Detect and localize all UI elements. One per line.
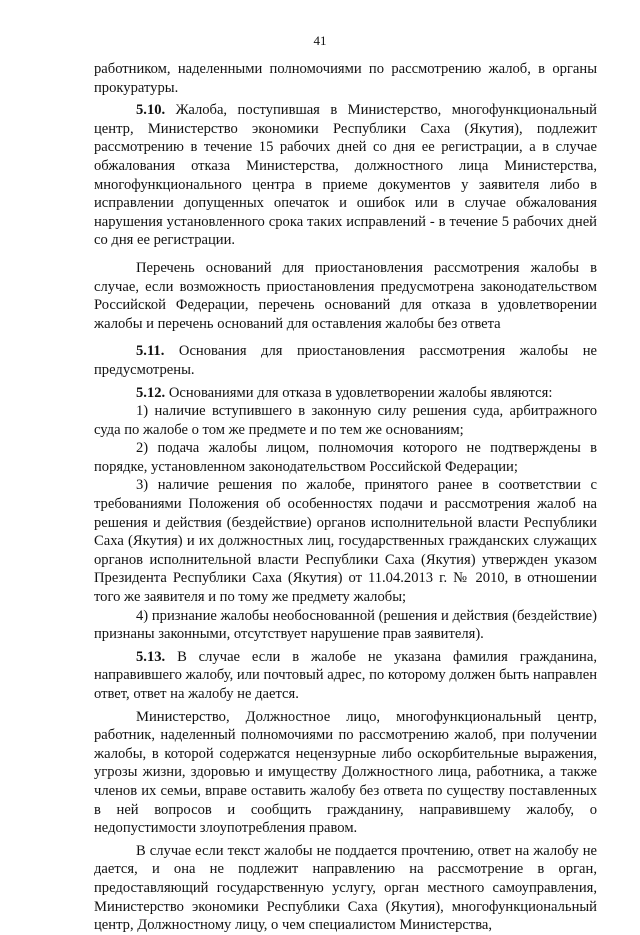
paragraph <box>94 708 597 838</box>
paragraph <box>94 101 597 250</box>
paragraph <box>94 342 597 379</box>
document-body <box>94 60 597 935</box>
paragraph <box>94 648 597 704</box>
clause-number: 5.10. <box>136 102 166 119</box>
paragraph-text: работником, наделенными полномочиями по рассмотрению жалоб, в органы прокуратуры. <box>94 61 597 96</box>
paragraph-text: 4) признание жалобы необоснованной (решения и действия (бездействие) признаны законными, отсутствует нарушение прав заявителя). <box>94 607 597 643</box>
page-number: 41 <box>313 33 327 48</box>
list-item <box>94 476 597 606</box>
paragraph-text: Перечень оснований для приостановления рассмотрения жалобы в случае, если возможность приостановления предусмотрена законодательством Российской Федерации, перечень оснований для отказа в удовлетворении жалобы и перечень оснований для оставления жалобы без ответа <box>94 259 597 332</box>
paragraph <box>94 60 597 97</box>
clause-number: 5.12. <box>136 384 166 401</box>
paragraph-text: Жалоба, поступившая в Министерство, многофункциональный центр, Министерство экономики Республики Саха (Якутия), подлежит рассмотрению в течение 15 рабочих дней со дня ее регистрации, а в случае обжалования отказа Министерства, должностного лица Министерства, многофункционального центра в приеме документов у заявителя либо в исправлении допущенных опечаток и ошибок или в случае обжалования нарушения установленного срока таких исправлений - в течение 5 рабочих дней со дня ее регистрации. <box>94 102 597 249</box>
paragraph-text: 1) наличие вступившего в законную силу решения суда, арбитражного суда по жалобе о том же предмете и по тем же основаниям; <box>94 403 597 438</box>
paragraph-text: Основаниями для отказа в удовлетворении жалобы являются: <box>165 384 553 401</box>
paragraph <box>94 384 597 403</box>
paragraph <box>94 842 597 935</box>
section-heading <box>94 259 597 333</box>
list-item <box>94 607 597 644</box>
paragraph-text: Министерство, Должностное лицо, многофункциональный центр, работник, наделенный полномочиями по рассмотрению жалоб, при получении жалобы, в которой содержатся нецензурные либо оскорбительные выражения, угрозы жизни, здоровью и имуществу Должностного лица, работника, а также членов их семьи, вправе оставить жалобу без ответа по существу поставленных в ней вопросов и сообщить гражданину, направившему жалобу, о недопустимости злоупотребления правом. <box>94 708 597 837</box>
clause-number: 5.11. <box>136 343 165 360</box>
list-item <box>94 402 597 439</box>
list-item <box>94 439 597 476</box>
paragraph-text: Основания для приостановления рассмотрения жалобы не предусмотрены. <box>94 343 597 378</box>
paragraph-text: 3) наличие решения по жалобе, принятого ранее в соответствии с требованиями Положения об особенностях подачи и рассмотрения жалоб на решения и действия (бездействие) органов исполнительной власти Республики Саха (Якутия) и их должностных лиц, государственных гражданских служащих органов исполнительной власти Республики Саха (Якутия) утвержден указом Президента Республики Саха (Якутия) от 11.04.2013 г. № 2010, в отношении того же заявителя и по тому же предмету жалобы; <box>94 477 597 606</box>
clause-number: 5.13. <box>136 648 166 665</box>
paragraph-text: В случае если в жалобе не указана фамилия гражданина, направившего жалобу, или почтовый адрес, по которому должен быть направлен ответ, ответ на жалобу не дается. <box>94 648 597 702</box>
paragraph-text: 2) подача жалобы лицом, полномочия которого не подтверждены в порядке, установленном законодательством Российской Федерации; <box>94 440 597 475</box>
paragraph-text: В случае если текст жалобы не поддается прочтению, ответ на жалобу не дается, и она не подлежит направлению на рассмотрение в орган, предоставляющий государственную услугу, орган местного самоуправления, Министерство экономики Республики Саха (Якутия), многофункциональный центр, Должностному лицу, о чем специалистом Министерства, <box>94 842 597 934</box>
